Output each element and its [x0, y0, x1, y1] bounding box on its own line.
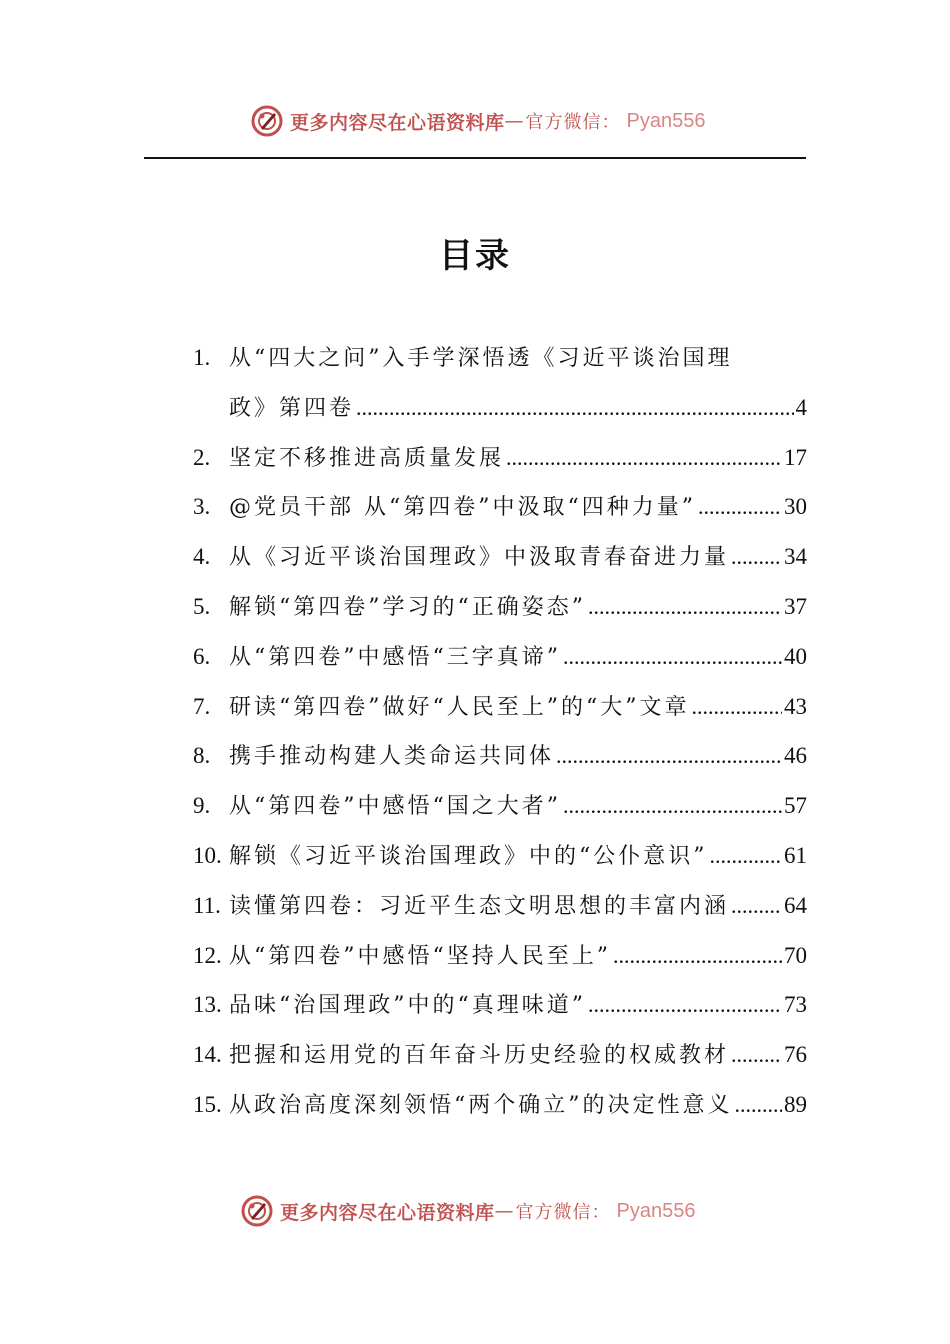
toc-entry-page: 89 — [784, 1091, 807, 1117]
toc-entry-title: 读懂第四卷：习近平生态文明思想的丰富内涵 — [229, 893, 730, 919]
toc-entry-page: 73 — [784, 992, 807, 1018]
banner-dash: — — [504, 110, 524, 132]
toc-entry-number: 11. — [193, 892, 221, 918]
toc-entry-1[interactable] — [193, 333, 807, 383]
toc-entry-15[interactable] — [193, 1080, 807, 1130]
toc-entry-number: 4. — [193, 544, 211, 570]
toc-entry-page: 4 — [795, 394, 807, 420]
toc-entry-number: 9. — [193, 793, 211, 819]
toc-entry-10[interactable] — [193, 831, 807, 881]
toc-entry-title: 携手推动构建人类命运共同体 — [229, 744, 555, 770]
toc-leader-dots — [735, 1080, 783, 1130]
toc-entry-number: 14. — [193, 1042, 222, 1068]
toc-entry-page: 34 — [784, 544, 807, 570]
toc-entry-title: 坚定不移推进高质量发展 — [229, 445, 505, 471]
toc-entry-title: 从“第四卷”中感悟“国之大者” — [229, 794, 561, 820]
toc-leader-dots — [556, 731, 782, 781]
banner-text: 更多内容尽在心语资料库 — [290, 111, 505, 134]
toc-entry-page: 17 — [784, 444, 807, 470]
table-of-contents — [193, 333, 807, 1130]
toc-entry-title: @党员干部 从“第四卷”中汲取“四种力量” — [229, 495, 696, 521]
toc-entry-3[interactable] — [193, 482, 807, 532]
banner-wechat-id: Pyan556 — [626, 109, 706, 132]
toc-entry-title: 从“第四卷”中感悟“三字真谛” — [229, 644, 561, 670]
toc-entry-number: 2. — [193, 444, 211, 470]
toc-entry-page: 70 — [784, 942, 807, 968]
banner-wechat-id: Pyan556 — [616, 1199, 696, 1222]
toc-entry-2[interactable] — [193, 433, 807, 483]
toc-entry-number: 13. — [193, 992, 222, 1018]
footer-banner — [240, 1194, 695, 1228]
toc-entry-number: 8. — [193, 743, 211, 769]
toc-leader-dots — [356, 383, 793, 433]
toc-entry-6[interactable] — [193, 632, 807, 682]
header-banner — [250, 104, 705, 138]
toc-entry-title-continued: 政》第四卷 — [229, 395, 355, 421]
toc-entry-number: 1. — [193, 345, 211, 370]
library-logo-icon — [240, 1194, 274, 1228]
toc-entry-9[interactable] — [193, 781, 807, 831]
toc-entry-page: 57 — [784, 793, 807, 819]
toc-entry-page: 43 — [784, 693, 807, 719]
toc-entry-12[interactable] — [193, 931, 807, 981]
toc-entry-page: 76 — [784, 1042, 807, 1068]
toc-entry-title: 从“第四卷”中感悟“坚持人民至上” — [229, 943, 611, 969]
page-title: 目录 — [439, 236, 511, 276]
banner-text: 更多内容尽在心语资料库 — [280, 1201, 495, 1224]
toc-entry-title: 从《习近平谈治国理政》中汲取青春奋进力量 — [229, 545, 730, 571]
toc-entry-number: 6. — [193, 643, 211, 669]
toc-leader-dots — [731, 532, 782, 582]
toc-entry-7[interactable] — [193, 682, 807, 732]
toc-leader-dots — [588, 980, 782, 1030]
toc-entry-14[interactable] — [193, 1030, 807, 1080]
toc-entry-number: 7. — [193, 693, 211, 719]
toc-entry-title: 研读“第四卷”做好“人民至上”的“大”文章 — [229, 694, 690, 720]
toc-entry-title: 解锁《习近平谈治国理政》中的“公仆意识” — [229, 843, 708, 869]
toc-entry-13[interactable] — [193, 980, 807, 1030]
toc-entry-number: 3. — [193, 494, 211, 520]
toc-leader-dots — [698, 482, 782, 532]
toc-entry-title: 把握和运用党的百年奋斗历史经验的权威教材 — [229, 1043, 730, 1069]
banner-dash: — — [494, 1200, 514, 1222]
toc-leader-dots — [613, 931, 782, 981]
toc-entry-1-continued[interactable] — [193, 383, 807, 433]
toc-entry-5[interactable] — [193, 582, 807, 632]
toc-entry-page: 37 — [784, 593, 807, 619]
toc-leader-dots — [731, 1030, 782, 1080]
toc-entry-number: 5. — [193, 593, 211, 619]
toc-leader-dots — [563, 781, 782, 831]
toc-entry-page: 40 — [784, 643, 807, 669]
toc-entry-title: 从政治高度深刻领悟“两个确立”的决定性意义 — [229, 1092, 733, 1118]
toc-leader-dots — [710, 831, 783, 881]
toc-entry-4[interactable] — [193, 532, 807, 582]
banner-wechat-label: 官方微信： — [525, 112, 621, 133]
toc-entry-page: 64 — [784, 892, 807, 918]
header-divider — [144, 157, 806, 159]
toc-leader-dots — [731, 881, 782, 931]
toc-entry-number: 12. — [193, 942, 222, 968]
toc-leader-dots — [563, 632, 782, 682]
toc-entry-title: 解锁“第四卷”学习的“正确姿态” — [229, 594, 586, 620]
toc-entry-page: 30 — [784, 494, 807, 520]
library-logo-icon — [250, 104, 284, 138]
toc-leader-dots — [506, 433, 782, 483]
banner-wechat-label: 官方微信： — [515, 1202, 611, 1223]
toc-leader-dots — [588, 582, 782, 632]
toc-entry-8[interactable] — [193, 731, 807, 781]
toc-entry-number: 15. — [193, 1091, 222, 1117]
toc-entry-page: 61 — [784, 842, 807, 868]
toc-entry-page: 46 — [784, 743, 807, 769]
toc-entry-number: 10. — [193, 842, 222, 868]
toc-entry-title: 品味“治国理政”中的“真理味道” — [229, 993, 586, 1019]
toc-leader-dots — [691, 682, 782, 732]
toc-entry-11[interactable] — [193, 881, 807, 931]
toc-entry-title: 从“四大之问”入手学深悟透《习近平谈治国理 — [229, 346, 733, 371]
